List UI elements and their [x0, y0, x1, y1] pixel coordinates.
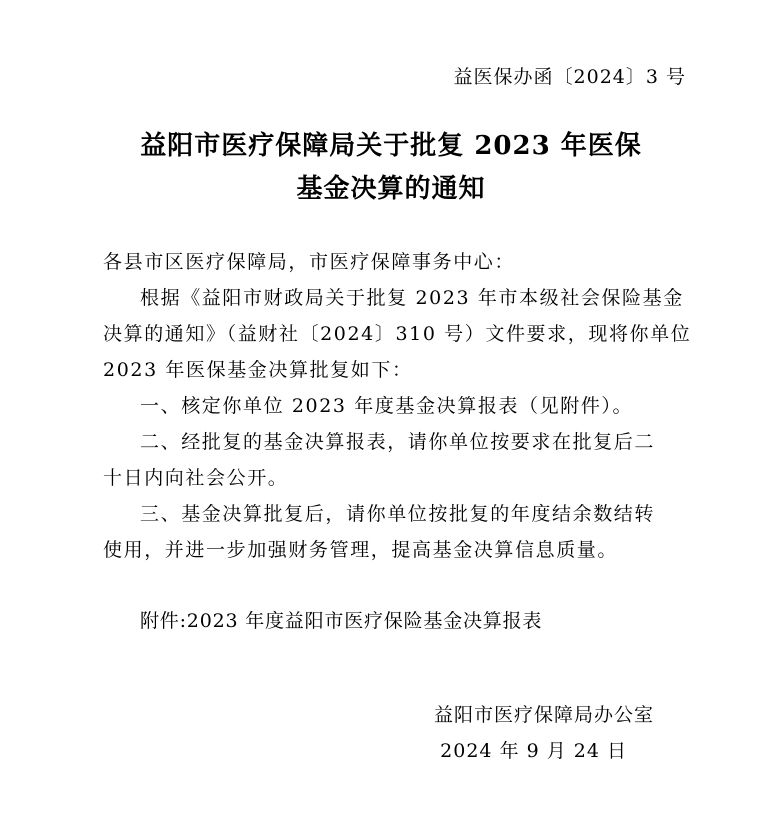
- document-title-line-1: 益阳市医疗保障局关于批复 2023 年医保: [140, 131, 642, 161]
- document-title-line-2: 基金决算的通知: [296, 174, 486, 204]
- issuer-signature: 益阳市医疗保障局办公室: [433, 704, 654, 726]
- issue-date: 2024 年 9 月 24 日: [440, 740, 627, 762]
- paragraph-1-line-1: 根据《益阳市财政局关于批复 2023 年市本级社会保险基金: [140, 287, 684, 309]
- document-number: 益医保办函〔2024〕3 号: [453, 66, 686, 88]
- item-3-line-2: 使用，并进一步加强财务管理，提高基金决算信息质量。: [103, 539, 619, 561]
- item-2-line-2: 十日内向社会公开。: [103, 467, 289, 489]
- item-3-line-1: 三、基金决算批复后，请你单位按批复的年度结余数结转: [140, 503, 656, 525]
- item-1: 一、核定你单位 2023 年度基金决算报表（见附件）。: [140, 395, 634, 417]
- paragraph-1-line-2: 决算的通知》（益财社〔2024〕310 号）文件要求，现将你单位: [103, 323, 692, 345]
- paragraph-1-line-3: 2023 年医保基金决算批复如下：: [103, 359, 413, 381]
- item-2-line-1: 二、经批复的基金决算报表，请你单位按要求在批复后二: [140, 431, 656, 453]
- addressee: 各县市区医疗保障局，市医疗保障事务中心：: [103, 251, 516, 273]
- attachment-note: 附件:2023 年度益阳市医疗保险基金决算报表: [140, 610, 543, 632]
